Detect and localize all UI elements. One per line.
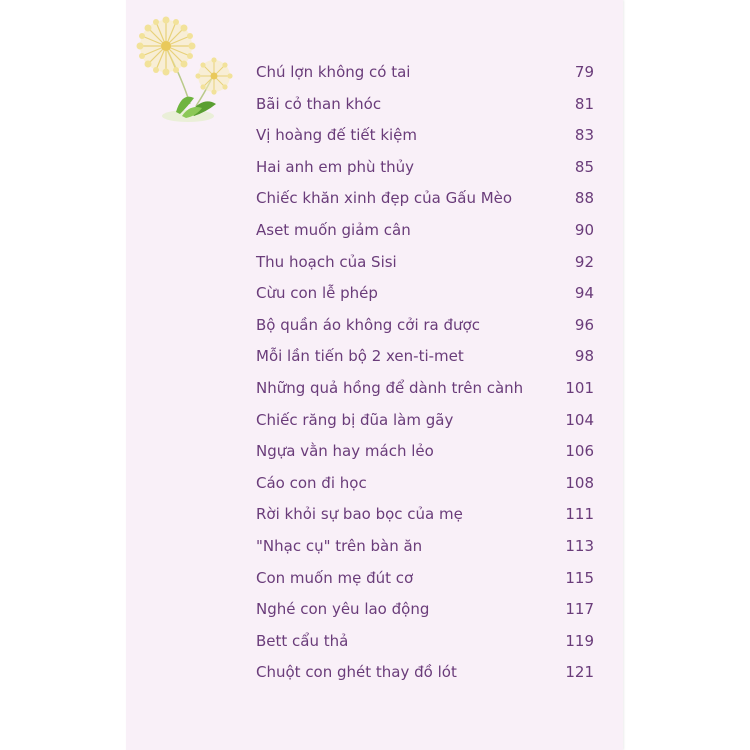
toc-entry-page: 115 xyxy=(565,568,594,587)
toc-entry xyxy=(256,500,594,532)
toc-entry xyxy=(256,658,594,690)
toc-entry-page: 108 xyxy=(565,473,594,492)
toc-entry xyxy=(256,58,594,90)
toc-entry-title: Chú lợn không có tai xyxy=(256,63,411,81)
toc-entry xyxy=(256,406,594,438)
toc-entry-title: Chuột con ghét thay đồ lót xyxy=(256,663,457,682)
toc-entry-title: Bett cẩu thả xyxy=(256,631,349,650)
toc-entry-page: 113 xyxy=(565,536,594,555)
toc-entry xyxy=(256,564,594,596)
toc-entry-page: 106 xyxy=(565,442,594,461)
toc-entry-title: Những quả hồng để dành trên cành xyxy=(256,378,524,397)
toc-entry xyxy=(256,374,594,406)
toc-entry-page: 81 xyxy=(574,94,594,113)
toc-entry xyxy=(256,311,594,343)
toc-entry-title: Ngựa vằn hay mách lẻo xyxy=(256,442,434,461)
toc-entry xyxy=(256,437,594,469)
toc-entry-title: Cáo con đi học xyxy=(256,473,367,492)
toc-entry xyxy=(256,248,594,280)
toc-entry xyxy=(256,90,594,122)
toc-entry-title: Thu hoạch của Sisi xyxy=(256,252,397,271)
toc-entry-page: 98 xyxy=(574,347,594,366)
toc-entry-title: Nghé con yêu lao động xyxy=(256,600,430,619)
toc-entry-title: Con muốn mẹ đút cơ xyxy=(256,568,414,587)
table-of-contents xyxy=(256,58,594,690)
toc-entry-title: Mỗi lần tiến bộ 2 xen-ti-met xyxy=(256,347,464,366)
toc-entry-title: Cừu con lễ phép xyxy=(256,284,378,303)
toc-entry xyxy=(256,469,594,501)
toc-entry xyxy=(256,627,594,659)
toc-entry-title: Hai anh em phù thủy xyxy=(256,157,415,176)
toc-entry-page: 79 xyxy=(574,63,594,81)
toc-entry-page: 83 xyxy=(574,126,594,145)
toc-entry xyxy=(256,184,594,216)
toc-entry-title: Chiếc răng bị đũa làm gãy xyxy=(256,410,454,429)
toc-entry-page: 111 xyxy=(565,505,594,524)
toc-entry-page: 101 xyxy=(565,378,594,397)
toc-entry-title: Bãi cỏ than khóc xyxy=(256,94,382,113)
toc-entry xyxy=(256,153,594,185)
toc-entry xyxy=(256,342,594,374)
toc-entry-title: Bộ quần áo không cởi ra được xyxy=(256,315,480,334)
toc-entry xyxy=(256,595,594,627)
toc-entry-page: 117 xyxy=(565,600,594,619)
toc-entry xyxy=(256,121,594,153)
dandelion-flower-icon xyxy=(130,8,242,126)
toc-entry-title: Rời khỏi sự bao bọc của mẹ xyxy=(256,505,463,524)
toc-entry-title: Chiếc khăn xinh đẹp của Gấu Mèo xyxy=(256,189,513,208)
toc-entry-page: 92 xyxy=(574,252,594,271)
toc-entry xyxy=(256,532,594,564)
toc-entry xyxy=(256,279,594,311)
toc-entry-page: 90 xyxy=(574,220,594,239)
toc-entry-page: 94 xyxy=(574,284,594,303)
toc-entry-page: 121 xyxy=(565,663,594,682)
toc-entry-page: 85 xyxy=(574,157,594,176)
toc-entry-page: 88 xyxy=(574,189,594,208)
toc-entry xyxy=(256,216,594,248)
toc-entry-page: 104 xyxy=(565,410,594,429)
toc-entry-title: Vị hoàng đế tiết kiệm xyxy=(256,126,418,145)
toc-entry-title: Aset muốn giảm cân xyxy=(256,220,411,239)
toc-entry-page: 96 xyxy=(574,315,594,334)
toc-entry-page: 119 xyxy=(565,631,594,650)
toc-entry-title: "Nhạc cụ" trên bàn ăn xyxy=(256,536,423,555)
